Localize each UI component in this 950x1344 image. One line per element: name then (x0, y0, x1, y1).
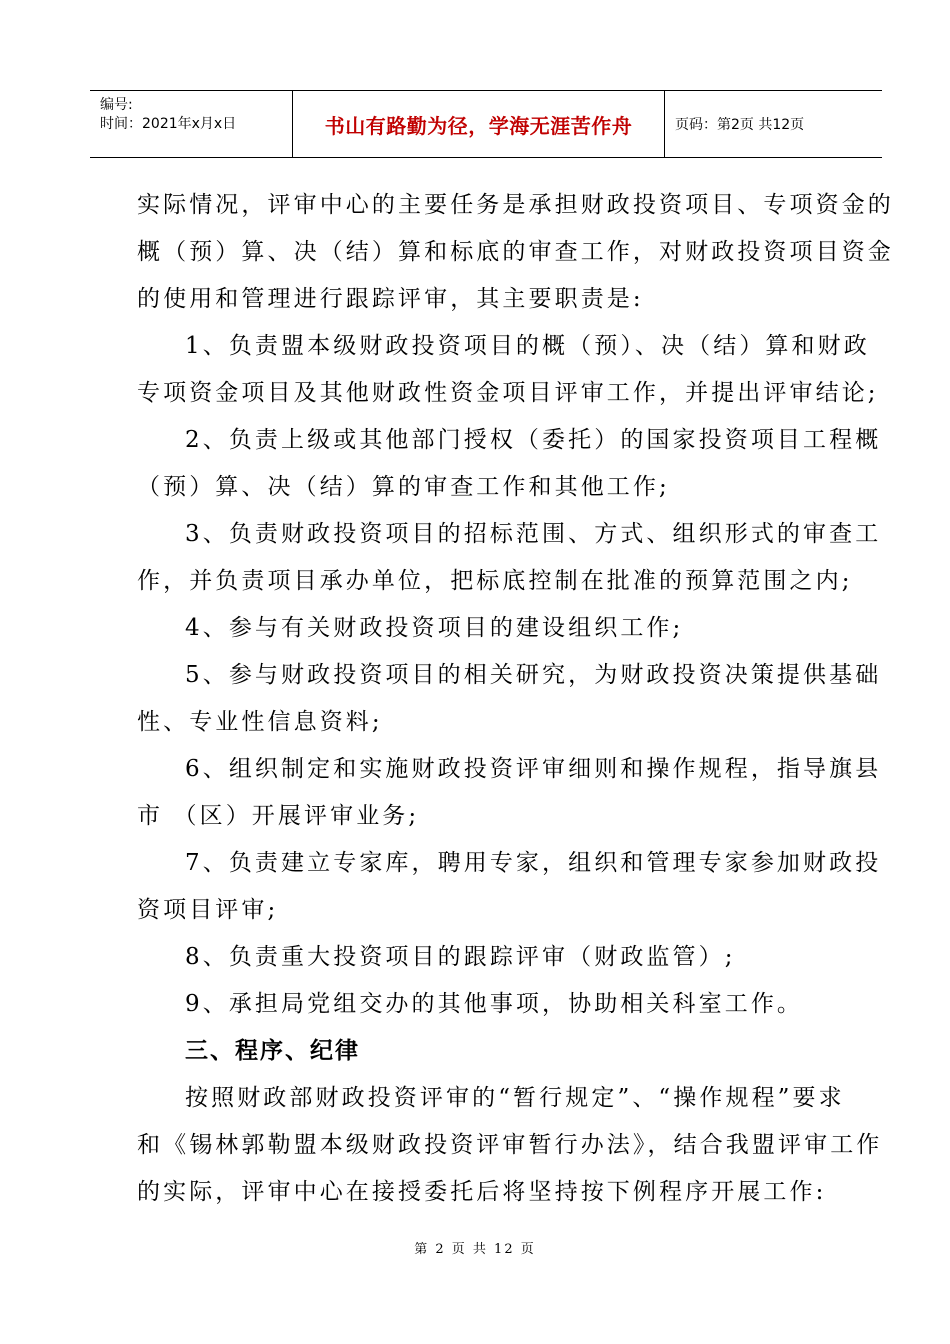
section-heading: 三、程序、纪律 (185, 1038, 360, 1064)
body-text-line: 的使用和管理进行跟踪评审，其主要职责是: (137, 286, 644, 312)
body-text-line: 5、参与财政投资项目的相关研究，为财政投资决策提供基础 (185, 662, 882, 688)
body-text-line: 7、负责建立专家库，聘用专家，组织和管理专家参加财政投 (185, 850, 882, 876)
document-body (137, 182, 894, 1216)
body-text-line: 和《锡林郭勒盟本级财政投资评审暂行办法》，结合我盟评审工作 (137, 1132, 883, 1158)
header-page-info: 页码：第2页 共12页 (675, 117, 805, 133)
header-meta-cell (90, 91, 293, 157)
body-text-line: 按照财政部财政投资评审的“暂行规定”、“操作规程”要求 (185, 1085, 845, 1111)
document-header (90, 90, 882, 158)
body-text-line: （预）算、决（结）算的审查工作和其他工作; (137, 474, 670, 500)
body-text-line: 2、负责上级或其他部门授权（委托）的国家投资项目工程概 (185, 427, 882, 453)
body-text-line: 9、承担局党组交办的其他事项，协助相关科室工作。 (185, 991, 804, 1017)
page-footer: 第 2 页 共 12 页 (414, 1242, 536, 1257)
body-text-line: 的实际，评审中心在接授委托后将坚持按下例程序开展工作: (137, 1179, 827, 1205)
body-text-line: 3、负责财政投资项目的招标范围、方式、组织形式的审查工 (185, 521, 882, 547)
body-text-line: 6、组织制定和实施财政投资评审细则和操作规程，指导旗县 (185, 756, 882, 782)
body-text-line: 8、负责重大投资项目的跟踪评审（财政监管）; (185, 944, 736, 970)
body-text-line: 专项资金项目及其他财政性资金项目评审工作，并提出评审结论; (137, 380, 879, 406)
body-text-line: 性、专业性信息资料; (137, 709, 383, 735)
body-text-line: 作，并负责项目承办单位，把标底控制在批准的预算范围之内; (137, 568, 853, 594)
body-text-line: 市 （区）开展评审业务; (137, 803, 420, 829)
body-text-line: 实际情况，评审中心的主要任务是承担财政投资项目、专项资金的 (137, 192, 894, 218)
body-text-line: 4、参与有关财政投资项目的建设组织工作; (185, 615, 684, 641)
document-time-label: 时间：2021年x月x日 (100, 116, 237, 132)
header-motto: 书山有路勤为径，学海无涯苦作舟 (293, 91, 665, 157)
body-text-line: 资项目评审; (137, 897, 279, 923)
body-text-line: 概（预）算、决（结）算和标底的审查工作，对财政投资项目资金 (137, 239, 894, 265)
document-number-label: 编号: (100, 97, 133, 113)
body-text-line: 1、负责盟本级财政投资项目的概（预）、决（结）算和财政 (185, 333, 870, 359)
